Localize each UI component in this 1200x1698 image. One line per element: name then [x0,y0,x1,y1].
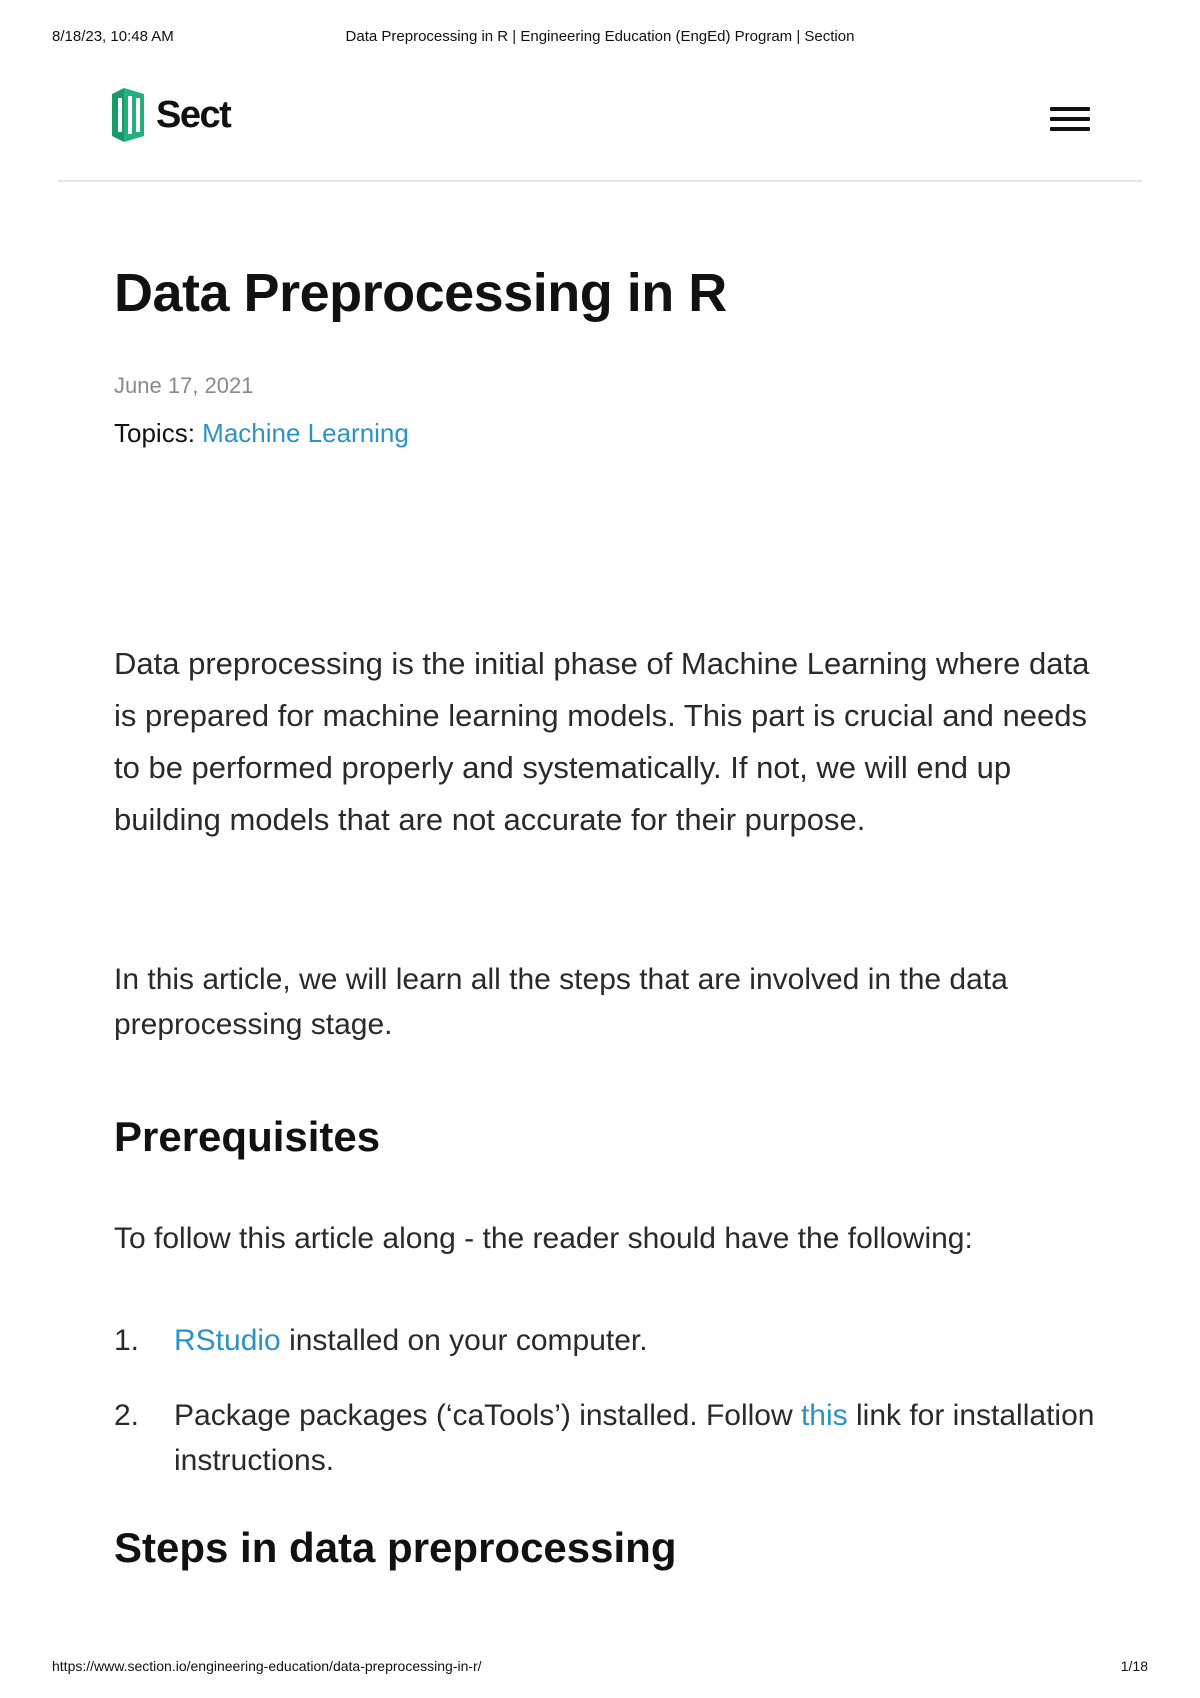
hamburger-menu-icon[interactable] [1050,102,1090,136]
second-paragraph: In this article, we will learn all the steps that are involved in the data preprocessing stage. [114,963,1008,1041]
prerequisites-intro: To follow this article along - the reader should have the following: [114,1222,973,1255]
topic-link-machine-learning[interactable]: Machine Learning [202,418,409,448]
list-item [114,1393,1104,1483]
rstudio-link[interactable]: RStudio [174,1324,281,1357]
section-logo-icon [110,86,146,144]
list-item [114,1318,1104,1363]
list-number: 1. [114,1324,140,1357]
logo-text: Sect [156,93,231,136]
list-item-text: link for installation instructions. [174,1399,1095,1477]
print-datetime: 8/18/23, 10:48 AM [52,28,174,45]
list-number: 2. [114,1399,140,1432]
site-header [58,72,1142,182]
list-item-text: installed on your computer. [280,1324,648,1357]
print-header [52,28,1148,48]
publish-date: June 17, 2021 [114,373,254,398]
page-title: Data Preprocessing in R [114,263,727,323]
print-url: https://www.section.io/engineering-education/data-preprocessing-in-r/ [52,1658,482,1674]
steps-heading: Steps in data preprocessing [114,1524,677,1571]
list-item-text: Package packages (‘caTools’) installed. Follow [174,1399,801,1432]
intro-paragraph: Data preprocessing is the initial phase of Machine Learning where data is prepared for machine learning models. This part is crucial and needs to be performed properly and systematically. If not, we will end up building models that are not accurate for their purpose. [114,646,1090,837]
print-page-title: Data Preprocessing in R | Engineering Education (EngEd) Program | Section [345,28,855,45]
site-logo[interactable] [110,86,230,144]
topics-label: Topics: [114,418,195,448]
this-link[interactable]: this [800,1399,848,1432]
print-page-number: 1/18 [1120,1658,1148,1674]
print-footer [52,1658,1148,1678]
prerequisites-heading: Prerequisites [114,1113,381,1160]
prerequisites-list [114,1318,1104,1483]
topics-line [114,418,409,449]
